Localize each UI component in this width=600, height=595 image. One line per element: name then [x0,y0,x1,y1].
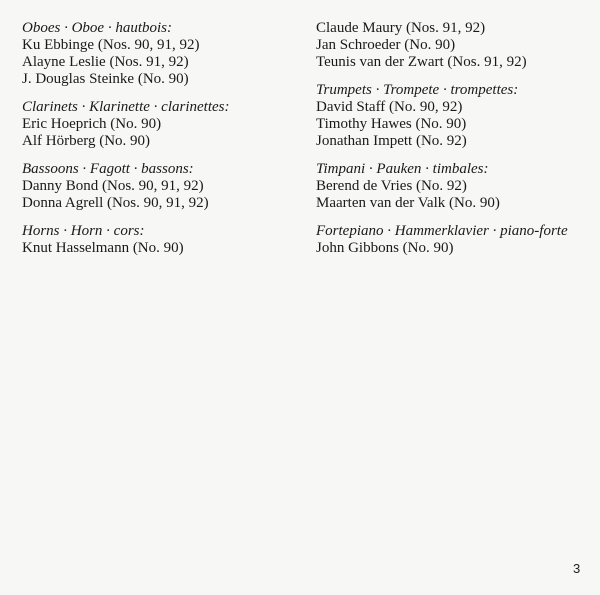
musician-name: Jan Schroeder (No. 90) [316,37,456,53]
musician-name: Eric Hoeprich (No. 90) [22,116,162,132]
left-column [22,20,292,268]
section-heading: Oboes · Oboe · hautbois: [22,20,172,36]
horns-section [22,223,292,257]
musician-name: Alayne Leslie (Nos. 91, 92) [22,54,189,70]
musician-name: Danny Bond (Nos. 90, 91, 92) [22,178,204,194]
section-heading: Horns · Horn · cors: [22,223,145,239]
section-heading: Timpani · Pauken · timbales: [316,161,489,177]
musician-name: John Gibbons (No. 90) [316,240,454,256]
trumpets-section [316,82,586,150]
musician-name: Berend de Vries (No. 92) [316,178,467,194]
musician-name: Donna Agrell (Nos. 90, 91, 92) [22,195,209,211]
oboes-section [22,20,292,88]
fortepiano-section [316,223,586,257]
musician-name: Ku Ebbinge (Nos. 90, 91, 92) [22,37,200,53]
horns-continued-section [316,20,586,71]
musician-name: Timothy Hawes (No. 90) [316,116,467,132]
timpani-section [316,161,586,212]
section-heading: Clarinets · Klarinette · clarinettes: [22,99,230,115]
musician-name: Claude Maury (Nos. 91, 92) [316,20,486,36]
page-number: 3 [573,561,581,576]
right-column [316,20,586,268]
musician-name: Teunis van der Zwart (Nos. 91, 92) [316,54,527,70]
musician-name: David Staff (No. 90, 92) [316,99,463,115]
musician-name: Alf Hörberg (No. 90) [22,133,151,149]
section-heading: Trumpets · Trompete · trompettes: [316,82,519,98]
musician-name: Maarten van der Valk (No. 90) [316,195,500,211]
musician-name: Jonathan Impett (No. 92) [316,133,467,149]
section-heading: Bassoons · Fagott · bassons: [22,161,194,177]
musician-name: Knut Hasselmann (No. 90) [22,240,184,256]
section-heading: Fortepiano · Hammerklavier · piano-forte [316,223,568,239]
bassoons-section [22,161,292,212]
clarinets-section [22,99,292,150]
musician-name: J. Douglas Steinke (No. 90) [22,71,189,87]
